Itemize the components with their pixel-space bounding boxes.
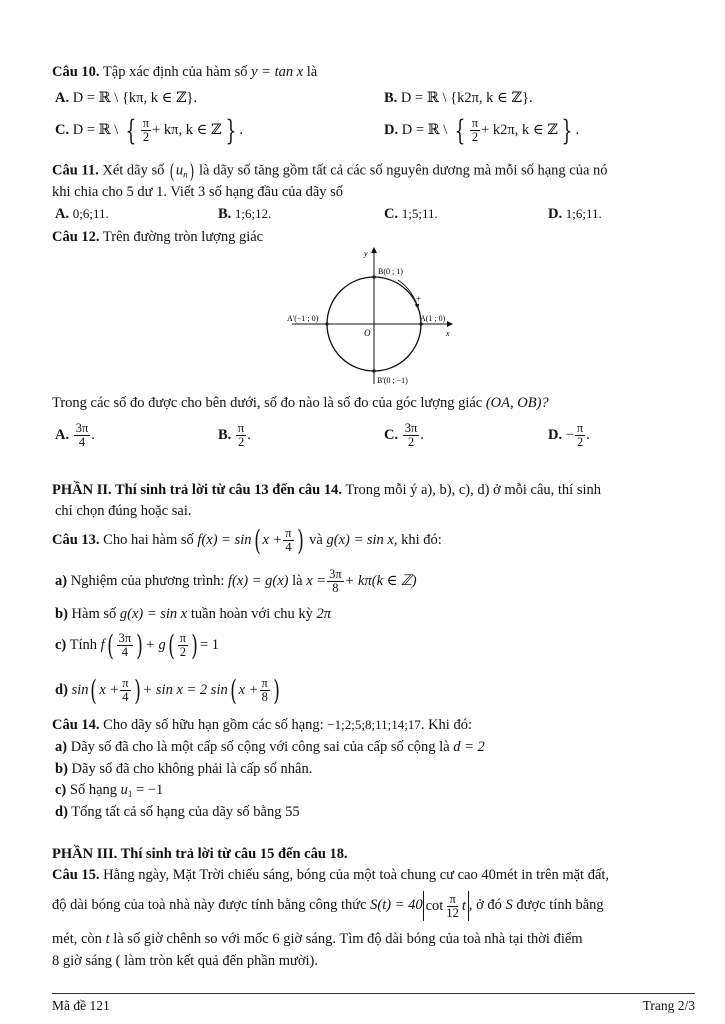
- q12-stem: Câu 12. Trên đường tròn lượng giác: [52, 229, 264, 245]
- part3-heading: PHẦN III. Thí sinh trả lời từ câu 15 đến câu 18.: [52, 846, 348, 862]
- point-a-label: A(1 ; 0): [420, 314, 446, 323]
- q13-statement-d[interactable]: d) sin( x + $\frac{\pi}{4}$ ) + sin x = 2 sin( x + $\frac{\pi}{8}$ ): [55, 673, 280, 707]
- part2-heading: PHẦN II. Thí sinh trả lời từ câu 13 đến câu 14. Trong mỗi ý a), b), c), d) ở mỗi câu, thí sinh: [52, 482, 601, 498]
- q10-option-d[interactable]: D. D = ℝ \ { $\frac{\pi}{2}$ + k2π, k ∈ ℤ } .: [384, 113, 580, 147]
- point-a-prime-label: A'(−1 ; 0): [287, 314, 319, 323]
- plus-sign: +: [416, 294, 422, 304]
- q11-option-c[interactable]: C. 1;5;11.: [384, 206, 438, 222]
- point-b-prime: [372, 369, 375, 372]
- q13-statement-c[interactable]: c) Tính f( $\frac{3\pi}{4}$ ) + g( $\frac{\pi}{2}$ ) = 1: [55, 628, 220, 662]
- q10-stem: Câu 10. Tập xác định của hàm số y = tan x là: [52, 64, 318, 80]
- q14-label: Câu 14.: [52, 717, 100, 733]
- q15-label: Câu 15.: [52, 867, 100, 883]
- q10-option-c[interactable]: C. D = ℝ \ { $\frac{\pi}{2}$ + kπ, k ∈ ℤ } .: [55, 113, 244, 147]
- q11-option-d[interactable]: D. 1;6;11.: [548, 206, 602, 222]
- origin-label: O: [364, 328, 371, 338]
- q10-func: y = tan x: [251, 64, 304, 80]
- point-b: [372, 275, 375, 278]
- q10-option-a[interactable]: A. D = ℝ \ {kπ, k ∈ ℤ}.: [55, 90, 198, 106]
- y-axis-label: y: [364, 249, 368, 258]
- q11-option-b[interactable]: B. 1;6;12.: [218, 206, 272, 222]
- page-number: Trang 2/3: [642, 998, 695, 1013]
- q14-stem: Câu 14. Cho dãy số hữu hạn gồm các số hạng: −1;2;5;8;11;14;17. Khi đó:: [52, 717, 472, 733]
- point-a-prime: [325, 322, 328, 325]
- footer-divider: [52, 993, 695, 994]
- x-axis-label: x: [446, 329, 450, 338]
- q13-statement-a[interactable]: a) Nghiệm của phương trình: f(x) = g(x) là x = $\frac{3\pi}{8}$ + kπ(k ∈ ℤ): [55, 567, 417, 596]
- unit-circle-figure: [280, 244, 460, 390]
- q11-stem-line1: Câu 11. Xét dãy số ( $u_n$) là dãy số tăng gồm tất cả các số nguyên dương mà mỗi số hạng của nó: [52, 159, 608, 183]
- q12-option-b[interactable]: B. $\frac{\pi}{2}$ .: [218, 421, 251, 450]
- q15-line4: 8 giờ sáng ( làm tròn kết quả đến phần mười).: [52, 953, 319, 969]
- q13-statement-b[interactable]: b) Hàm số g(x) = sin x tuần hoàn với chu kỳ 2π: [55, 606, 332, 622]
- q14-statement-b[interactable]: b) Dãy số đã cho không phải là cấp số nhân.: [55, 761, 313, 777]
- point-b-label: B(0 ; 1): [378, 267, 403, 276]
- q15-line3: mét, còn t là số giờ chênh so với mốc 6 giờ sáng. Tìm độ dài bóng của toà nhà tại thời điểm: [52, 931, 583, 947]
- q14-statement-c[interactable]: c) Số hạng $u_1 = -1$: [55, 782, 164, 799]
- exam-code: Mã đề 121: [52, 998, 110, 1013]
- positive-direction-arrow: [398, 280, 418, 308]
- q14-statement-a[interactable]: a) Dãy số đã cho là một cấp số cộng với công sai của cấp số cộng là d = 2: [55, 739, 485, 755]
- point-b-prime-label: B'(0 ; −1): [377, 376, 408, 385]
- q15-line2: độ dài bóng của toà nhà này được tính bằng công thức S(t) = 40 cot $\frac{\pi}{12}$ t , ở đó S được tính bằng: [52, 891, 604, 920]
- q12-label: Câu 12.: [52, 229, 100, 245]
- q10-label: Câu 10.: [52, 64, 100, 80]
- q11-label: Câu 11.: [52, 162, 99, 179]
- q12-option-c[interactable]: C. $\frac{3\pi}{2}$ .: [384, 421, 424, 450]
- q10-option-b[interactable]: B. D = ℝ \ {k2π, k ∈ ℤ}.: [384, 90, 533, 106]
- q12-question: Trong các số đo được cho bên dưới, số đo nào là số đo của góc lượng giác (OA, OB)?: [52, 395, 549, 411]
- q15-line1: Câu 15. Hằng ngày, Mặt Trời chiếu sáng, bóng của một toà chung cư cao 40mét in trên mặt đất,: [52, 867, 610, 883]
- q11-option-a[interactable]: A. 0;6;11.: [55, 206, 109, 222]
- q11-stem-line2: khi chia cho 5 dư 1. Viết 3 số hạng đầu của dãy số: [52, 184, 344, 200]
- q13-label: Câu 13.: [52, 532, 100, 548]
- q13-stem: Câu 13. Cho hai hàm số f(x) = sin( x + $\frac{\pi}{4}$ ) và g(x) = sin x, khi đó:: [52, 523, 442, 557]
- part2-instruction: chỉ chọn đúng hoặc sai.: [55, 503, 192, 519]
- q12-option-d[interactable]: D. − $\frac{\pi}{2}$ .: [548, 421, 590, 450]
- q14-statement-d[interactable]: d) Tổng tất cả số hạng của dãy số bằng 55: [55, 804, 300, 820]
- q12-option-a[interactable]: A. $\frac{3\pi}{4}$ .: [55, 421, 95, 450]
